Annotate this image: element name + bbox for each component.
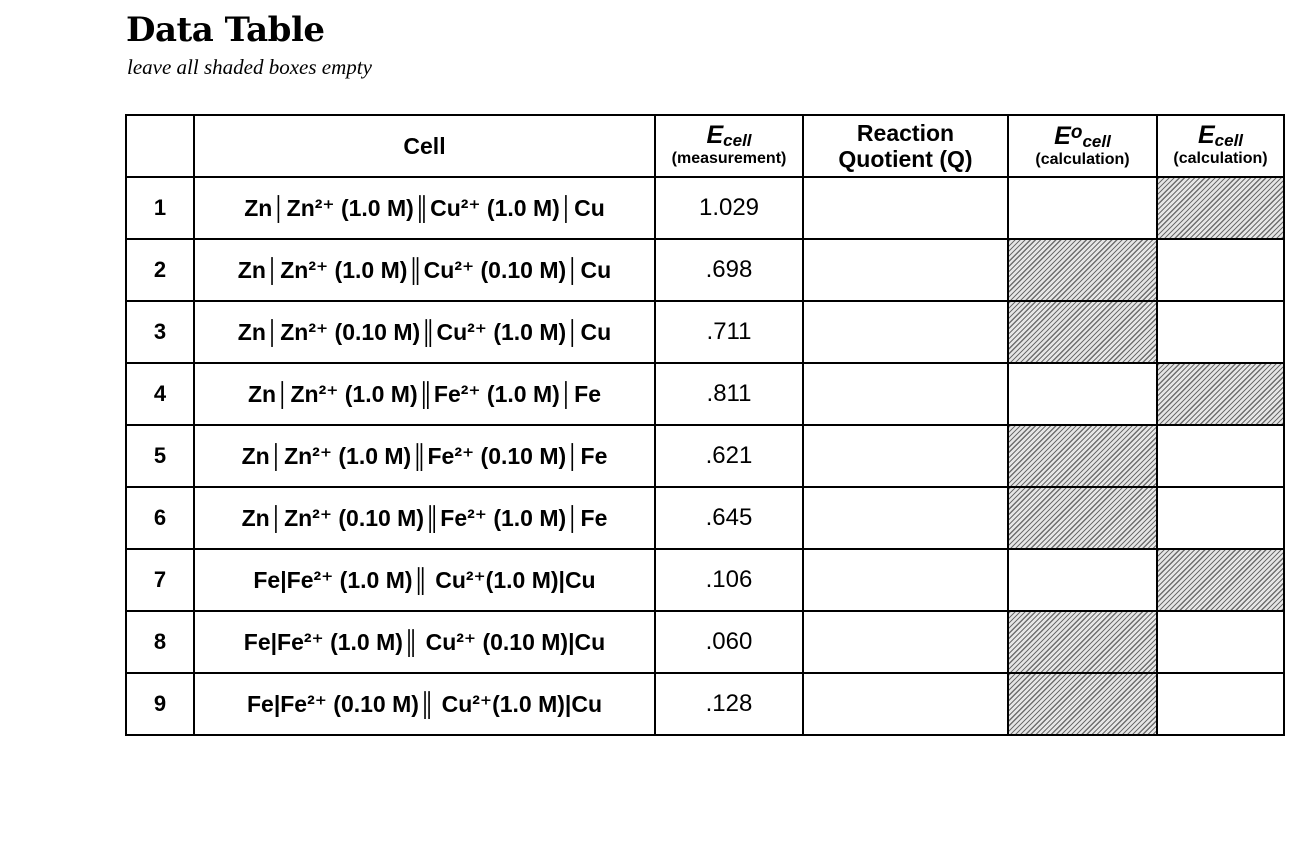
cell-notation: Fe|Fe²⁺ (0.10 M)║ Cu²⁺(1.0 M)|Cu [194, 673, 655, 735]
reaction-quotient-input[interactable] [803, 301, 1008, 363]
table-row [126, 673, 1284, 735]
eo-cell-shaded [1008, 425, 1157, 487]
reaction-quotient-input[interactable] [803, 177, 1008, 239]
header-cell [194, 115, 655, 177]
ecell-measurement-value: .698 [655, 239, 803, 301]
cell-notation: Zn│Zn²⁺ (1.0 M)║Cu²⁺ (1.0 M)│Cu [194, 177, 655, 239]
header-ecalc-symbol: $E_{cell}$ [1197, 121, 1244, 151]
table-row [126, 301, 1284, 363]
ecell-measurement-value: .711 [655, 301, 803, 363]
row-number: 8 [126, 611, 194, 673]
table-row [126, 549, 1284, 611]
row-number: 1 [126, 177, 194, 239]
row-number: 9 [126, 673, 194, 735]
reaction-quotient-input[interactable] [803, 673, 1008, 735]
cell-notation: Zn│Zn²⁺ (0.10 M)║Fe²⁺ (1.0 M)│Fe [194, 487, 655, 549]
table-row [126, 363, 1284, 425]
ecell-measurement-value: 1.029 [655, 177, 803, 239]
ecell-calculation-input[interactable] [1157, 425, 1284, 487]
ecell-calculation-input[interactable] [1157, 673, 1284, 735]
cell-notation: Fe|Fe²⁺ (1.0 M)║ Cu²⁺ (0.10 M)|Cu [194, 611, 655, 673]
eo-cell-input[interactable] [1008, 549, 1157, 611]
reaction-quotient-input[interactable] [803, 363, 1008, 425]
ecell-calculation-input[interactable] [1157, 239, 1284, 301]
eo-cell-input[interactable] [1008, 363, 1157, 425]
table-body [126, 177, 1284, 735]
ecell-measurement-value: .128 [655, 673, 803, 735]
header-eo-cell-calculation [1008, 115, 1157, 177]
table-row [126, 239, 1284, 301]
row-number: 4 [126, 363, 194, 425]
eo-cell-shaded [1008, 611, 1157, 673]
ecell-measurement-value: .645 [655, 487, 803, 549]
table-row [126, 611, 1284, 673]
page-title: Data Table [126, 10, 325, 50]
cell-notation: Zn│Zn²⁺ (1.0 M)║Fe²⁺ (0.10 M)│Fe [194, 425, 655, 487]
header-row [126, 115, 1284, 177]
ecell-measurement-value: .811 [655, 363, 803, 425]
ecell-calculation-input[interactable] [1157, 301, 1284, 363]
ecell-measurement-value: .621 [655, 425, 803, 487]
header-ecell-calculation [1157, 115, 1284, 177]
ecell-calculation-input[interactable] [1157, 611, 1284, 673]
page-subtitle: leave all shaded boxes empty [127, 55, 372, 79]
cell-notation: Fe|Fe²⁺ (1.0 M)║ Cu²⁺(1.0 M)|Cu [194, 549, 655, 611]
eo-cell-shaded [1008, 239, 1157, 301]
cell-notation: Zn│Zn²⁺ (1.0 M)║Cu²⁺ (0.10 M)│Cu [194, 239, 655, 301]
row-number: 7 [126, 549, 194, 611]
header-num [126, 115, 194, 177]
cell-notation: Zn│Zn²⁺ (0.10 M)║Cu²⁺ (1.0 M)│Cu [194, 301, 655, 363]
header-q-line1: Reaction [856, 119, 955, 146]
header-ecell-symbol: $E_{cell}$ [706, 121, 752, 151]
cell-notation: Zn│Zn²⁺ (1.0 M)║Fe²⁺ (1.0 M)│Fe [194, 363, 655, 425]
header-reaction-quotient [803, 115, 1008, 177]
reaction-quotient-input[interactable] [803, 549, 1008, 611]
ecell-measurement-value: .060 [655, 611, 803, 673]
header-cell-label: Cell [403, 132, 446, 159]
table-row [126, 177, 1284, 239]
header-ecalc-note: (calculation) [1173, 150, 1268, 168]
ecell-calculation-shaded [1157, 549, 1284, 611]
table-row [126, 425, 1284, 487]
header-ecell-measurement [655, 115, 803, 177]
ecell-measurement-value: .106 [655, 549, 803, 611]
header-q-line2: Quotient (Q) [838, 146, 973, 172]
header-eo-symbol: $E^o_{cell}$ [1054, 121, 1111, 151]
data-table [125, 114, 1285, 736]
eo-cell-shaded [1008, 487, 1157, 549]
row-number: 6 [126, 487, 194, 549]
ecell-calculation-input[interactable] [1157, 487, 1284, 549]
ecell-calculation-shaded [1157, 177, 1284, 239]
header-ecell-note: (measurement) [671, 150, 787, 168]
reaction-quotient-input[interactable] [803, 239, 1008, 301]
eo-cell-input[interactable] [1008, 177, 1157, 239]
header-eo-note: (calculation) [1035, 150, 1130, 168]
row-number: 3 [126, 301, 194, 363]
row-number: 5 [126, 425, 194, 487]
reaction-quotient-input[interactable] [803, 487, 1008, 549]
eo-cell-shaded [1008, 673, 1157, 735]
eo-cell-shaded [1008, 301, 1157, 363]
ecell-calculation-shaded [1157, 363, 1284, 425]
row-number: 2 [126, 239, 194, 301]
reaction-quotient-input[interactable] [803, 425, 1008, 487]
reaction-quotient-input[interactable] [803, 611, 1008, 673]
table-row [126, 487, 1284, 549]
